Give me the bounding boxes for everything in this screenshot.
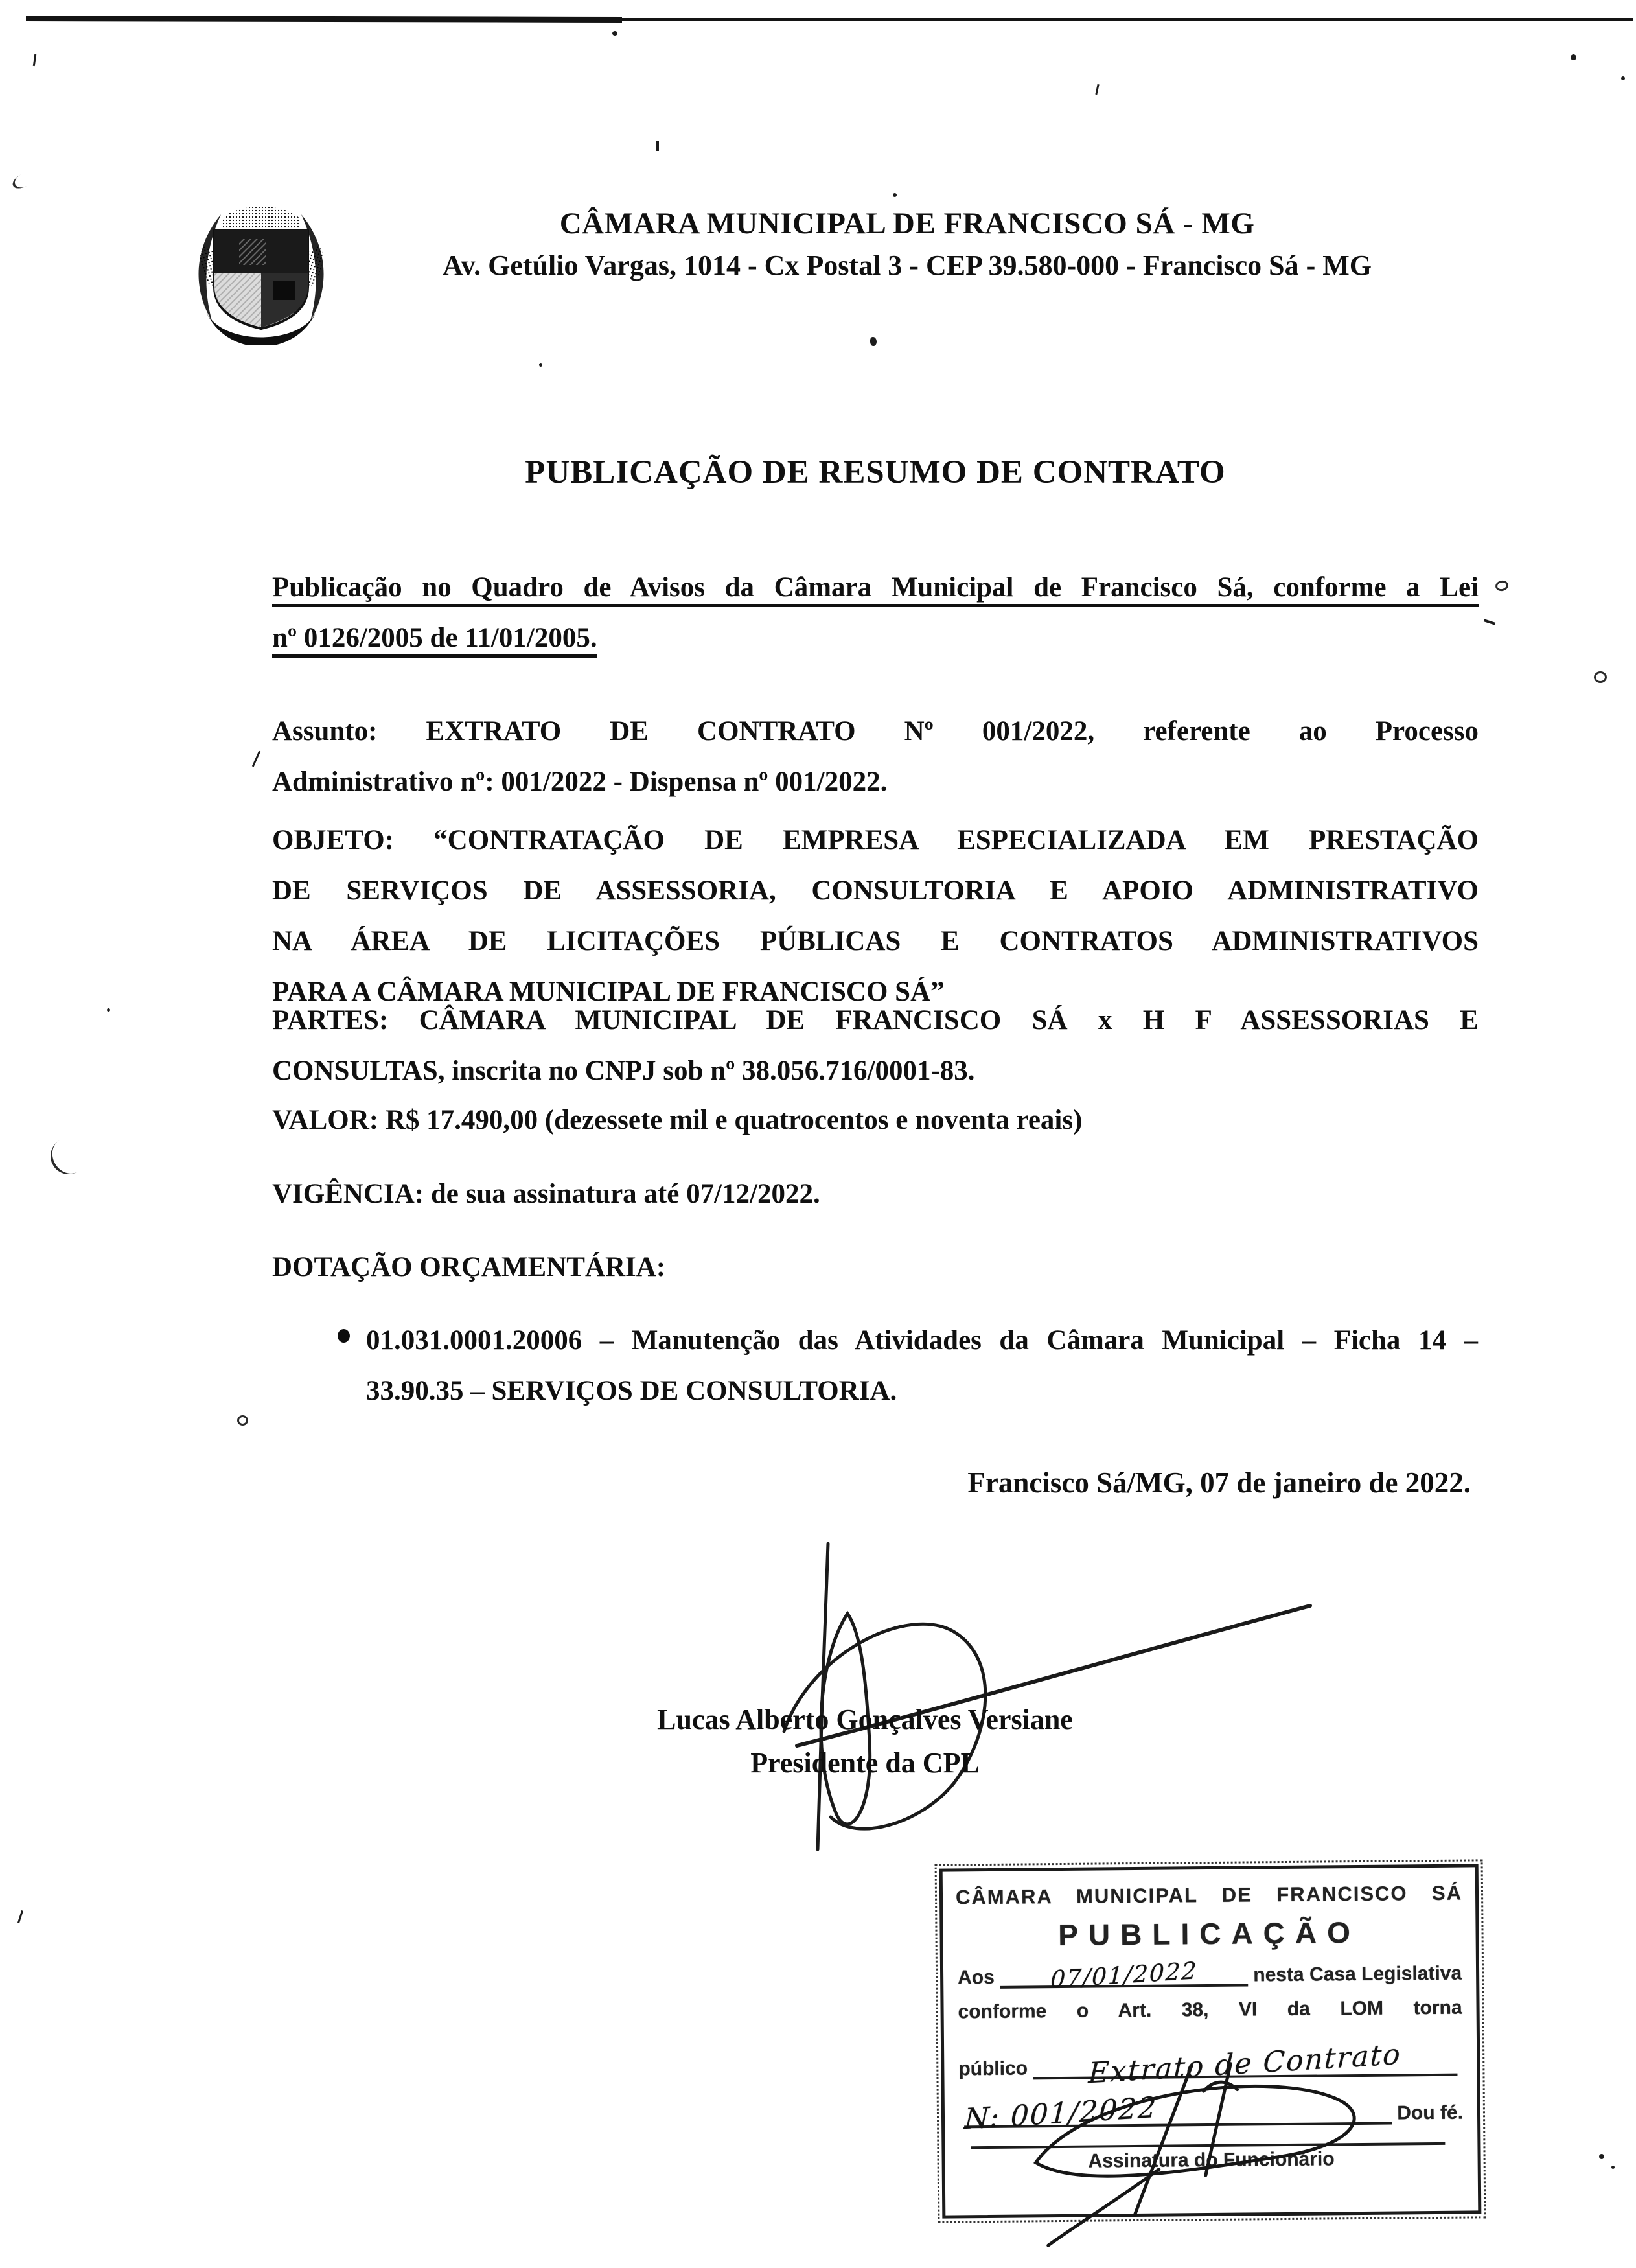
scan-edge-line-thick: [26, 16, 622, 23]
bullet-icon: [338, 1329, 350, 1343]
scan-noise-speck: [612, 31, 617, 36]
scan-noise-speck: [10, 168, 38, 191]
paragraph-line: Assunto: EXTRATO DE CONTRATO Nº 001/2022, referente ao Processo: [272, 716, 1479, 746]
stamp-row-prefix: público: [958, 2057, 1028, 2080]
stamp-law-row: [958, 1997, 1462, 2024]
signer-name: Lucas Alberto Gonçalves Versiane: [657, 1704, 1073, 1735]
paragraph-line: OBJETO: “CONTRATAÇÃO DE EMPRESA ESPECIALIZADA EM PRESTAÇÃO: [272, 825, 1479, 855]
scan-noise-speck: [107, 1008, 110, 1012]
paragraph-line: Administrativo nº: 001/2022 - Dispensa nº 001/2022.: [272, 767, 888, 797]
signature-block: [272, 1698, 1458, 1785]
scan-noise-speck: [17, 1910, 23, 1923]
scan-noise-speck: [656, 141, 659, 151]
paragraph-line: VALOR: R$ 17.490,00 (dezessete mil e quatrocentos e noventa reais): [272, 1105, 1083, 1135]
handwritten-subject: Extrato de Contrato: [1088, 2037, 1403, 2090]
section-heading: DOTAÇÃO ORÇAMENTÁRIA:: [272, 1252, 666, 1282]
paragraph-publicacao: [272, 562, 1479, 664]
stamp-row-suffix: nesta Casa Legislativa: [1253, 1962, 1462, 1986]
scan-noise-speck: [237, 1415, 248, 1426]
scan-noise-speck: [1495, 579, 1510, 592]
paragraph-line: PARTES: CÂMARA MUNICIPAL DE FRANCISCO SÁ x H F ASSESSORIAS E: [272, 1005, 1479, 1036]
stamp-row-suffix: Dou fé.: [1397, 2101, 1464, 2124]
paragraph-line: VIGÊNCIA: de sua assinatura até 07/12/2022.: [272, 1179, 820, 1209]
scan-noise-speck: [33, 54, 36, 66]
scan-noise-speck: [1594, 671, 1607, 683]
paragraph-assunto: [272, 706, 1479, 807]
stamp-signature-icon: [996, 2049, 1412, 2247]
handwritten-number: N: 001/2022: [963, 2090, 1158, 2136]
paragraph-partes: [272, 995, 1479, 1096]
paragraph-line: CONSULTAS, inscrita no CNPJ sob nº 38.056.716/0001-83.: [272, 1056, 975, 1086]
scan-noise-speck: [870, 337, 877, 346]
paragraph-line: NA ÁREA DE LICITAÇÕES PÚBLICAS E CONTRATOS ADMINISTRATIVOS: [272, 926, 1479, 956]
dotacao-heading: [272, 1242, 1479, 1293]
org-name: CÂMARA MUNICIPAL DE FRANCISCO SÁ - MG: [559, 207, 1255, 240]
stamp-signature-caption: Assinatura do Funcionário: [1088, 2148, 1335, 2172]
date-place-line: Francisco Sá/MG, 07 de janeiro de 2022.: [967, 1466, 1471, 1499]
paragraph-valor: [272, 1095, 1479, 1146]
paragraph-objeto: [272, 815, 1479, 1017]
scan-noise-speck: [893, 193, 897, 197]
stamp-org-name: CÂMARA MUNICIPAL DE FRANCISCO SÁ: [955, 1881, 1463, 1909]
publication-stamp: [939, 1864, 1482, 2218]
org-address: Av. Getúlio Vargas, 1014 - Cx Postal 3 - CEP 39.580-000 - Francisco Sá - MG: [443, 249, 1372, 281]
scan-noise-speck: [1611, 2166, 1615, 2169]
paragraph-line: PARA A CÂMARA MUNICIPAL DE FRANCISCO SÁ”: [272, 977, 945, 1007]
scan-noise-speck: [1484, 619, 1495, 625]
paragraph-vigencia: [272, 1169, 1479, 1220]
stamp-law-text: conforme o Art. 38, VI da LOM torna: [958, 1996, 1462, 2023]
paragraph-line: nº 0126/2005 de 11/01/2005.: [272, 623, 597, 653]
scan-noise-speck: [1599, 2154, 1604, 2159]
scan-noise-speck: [1571, 54, 1576, 60]
scan-noise-speck: [1095, 84, 1099, 95]
stamp-date-field: [1000, 1957, 1249, 1994]
scan-noise-speck: [252, 751, 260, 767]
dotacao-bullet-item: [366, 1315, 1478, 1417]
stamp-date-row: [957, 1956, 1462, 1994]
document-title: PUBLICAÇÃO DE RESUMO DE CONTRATO: [525, 454, 1226, 491]
scan-noise-speck: [43, 1131, 93, 1181]
stamp-title: PUBLICAÇÃO: [1057, 1915, 1361, 1952]
coat-of-arms-icon: [183, 190, 339, 345]
paragraph-line: 01.031.0001.20006 – Manutenção das Atividades da Câmara Municipal – Ficha 14 –: [366, 1325, 1478, 1356]
signer-role: Presidente da CPL: [750, 1747, 980, 1779]
handwritten-date: 07/01/2022: [1050, 1958, 1198, 1994]
paragraph-line: Publicação no Quadro de Avisos da Câmara Municipal de Francisco Sá, conforme a Lei: [272, 572, 1479, 603]
paragraph-line: 33.90.35 – SERVIÇOS DE CONSULTORIA.: [366, 1376, 897, 1406]
handwritten-signature-icon: [739, 1537, 1335, 1855]
paragraph-line: DE SERVIÇOS DE ASSESSORIA, CONSULTORIA E APOIO ADMINISTRATIVO: [272, 875, 1479, 906]
scan-noise-speck: [1621, 76, 1625, 80]
letterhead: [337, 205, 1477, 284]
stamp-row-prefix: Aos: [957, 1966, 995, 1989]
scan-noise-speck: [539, 363, 542, 367]
